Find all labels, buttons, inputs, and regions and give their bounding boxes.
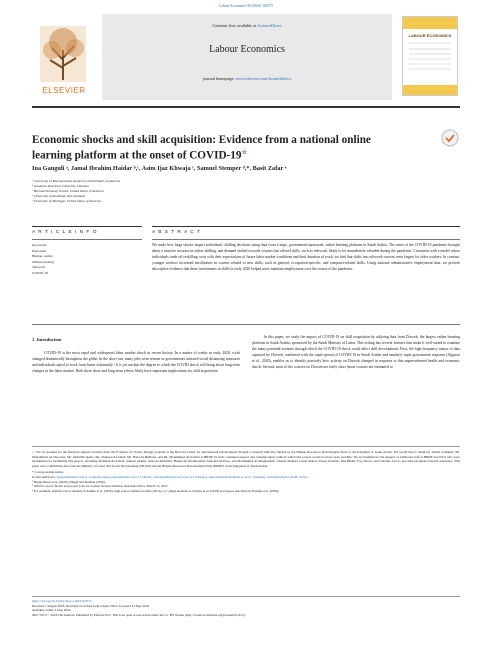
check-for-updates-icon[interactable] bbox=[440, 128, 460, 148]
header-rule bbox=[32, 106, 460, 108]
elsevier-logo bbox=[32, 20, 94, 100]
intro-heading: 1. Introduction bbox=[32, 337, 62, 342]
affiliation: ᵈ University of Auckland, New Zealand bbox=[32, 193, 85, 198]
footnote-rule bbox=[32, 446, 460, 447]
journal-banner bbox=[102, 14, 392, 100]
homepage-link[interactable]: www.elsevier.com/locate/labeco bbox=[235, 76, 292, 81]
author-emails[interactable]: iganguli@umass.edu (I. Ganguli), haidar.jamal@gmail.com (J.I. Haidar), khwaja@hks.harvard.edu (A.I. Khwaja), sam.stemper@auckland.ac.nz (S. Stemper), basitak@gmail.com (B. Zafar). bbox=[56, 474, 309, 479]
article-footer bbox=[32, 599, 472, 617]
journal-reference[interactable]: Labour Economics 90 (2024) 102575 bbox=[219, 4, 273, 8]
intro-right-column: In this paper, we study the impact of COVID-19 on skill acquisition by utilizing data from Doroob, the largest online learning platform in Saudi Arabia, sponsored by the Saudi Ministry of Labor. This setting has several features that make it well-suited to examine the many potential avenues through which the COVID-19 shock could affect skill development. First, the high-frequency nature of data captured by Doroob, combined with the rapid spread of COVID-19 in Saudi Arabia and similarly rapid government response (Algaissi et al., 2020), enables us to identify precisely how activity on Doroob changed in response to this unprecedented health and economic shock. Second, most of the courses on Doroob are fairly short (most courses are estimated to bbox=[252, 335, 460, 370]
keyword: Telework bbox=[32, 265, 46, 270]
doi-link[interactable]: https://doi.org/10.1016/j.labeco.2024.102575 bbox=[32, 599, 92, 603]
footnotes bbox=[32, 450, 460, 493]
footer-rule bbox=[32, 596, 460, 597]
intro-left-column: COVID-19 is the most rapid and widespread labor market shock in recent history. In a matter of weeks in early 2020, work changed dramatically throughout the globe. In the short-run, many jobs went remote as governments initiated social distancing measures and individuals opted to work from home voluntarily.¹ It is yet unclear the degree to which the COVID shock will bring about long-term changes in the labor market. Both these short and long-term effects likely have important implications for skill acquisition. bbox=[32, 351, 240, 374]
keyword: COVID-19 bbox=[32, 270, 48, 275]
abstract-text: We study how large shocks impact individuals' skilling decisions using data from a large, government-sponsored, online learning platform in Saudi Arabia. The onset of the COVID-19 pandemic brought about a massive increase in online skilling, and demand shifted towards courses that offered skills, such as telework, likely to be immediately valuable during the pandemic. Consistent with a model where individuals trade off reskilling costs with their expectations of future labor market conditions and their duration of work, we find that shifts into telework courses were largest for older workers. In contrast, younger workers increased enrollments in courses related to new skills, such as general, occupation-specific, and computer-related skills. Using national administrative employment data, we provide descriptive evidence that these investments in skills in early 2020 helped users maintain employment over the course of the pandemic. bbox=[152, 243, 460, 271]
footnote-3: ³ For example, middle school students in Ashiku et al. (2020), high school students in Aiko (2014), or college students in Charles et al. (2018) and papers described in Patnaik et al. (2020). bbox=[32, 488, 280, 493]
abstract-rule bbox=[152, 226, 460, 227]
keyword: Human capital bbox=[32, 254, 53, 259]
affiliation: ᵉ University of Michigan, United States of America bbox=[32, 198, 101, 203]
sciencedirect-link[interactable]: ScienceDirect bbox=[257, 23, 282, 28]
title-line-2: learning platform at the onset of COVID-19 bbox=[32, 149, 242, 162]
emails-label: E-mail addresses: bbox=[32, 474, 57, 479]
title-line-1: Economic shocks and skill acquisition: Evidence from a national online bbox=[32, 134, 371, 146]
author-list: Ina Ganguli ᵃ, Jamal Ibrahim Haidar ᵇ,ᶜ, Asim Ijaz Khwaja ᶜ, Samuel Stemper ᵈ,*, Basit Zafar ᵉ bbox=[32, 165, 287, 172]
contents-text: Contents lists available at bbox=[212, 23, 258, 28]
journal-header bbox=[32, 14, 460, 104]
keyword: Online learning bbox=[32, 259, 54, 264]
keywords-label: Keywords: bbox=[32, 243, 48, 247]
keyword: Education bbox=[32, 248, 47, 253]
abstract-bottom-rule bbox=[32, 324, 460, 325]
received-dates: Received 7 August 2023; Received in revised form 4 April 2024; Accepted 23 May 2024 bbox=[32, 603, 150, 608]
title-footnote-mark[interactable]: ☆ bbox=[241, 150, 247, 156]
abstract-subrule bbox=[152, 239, 460, 240]
footnote-2: ² Small to boost 'decent and proper' jobs for women and the disabled, Alarabiya News, March 15, 2017. bbox=[32, 484, 169, 489]
affiliation: ᵃ University of Massachusetts Amherst, United States of America bbox=[32, 179, 121, 183]
cover-title: LABOUR ECONOMICS bbox=[408, 33, 452, 38]
journal-cover-thumbnail bbox=[402, 16, 458, 96]
affiliations bbox=[32, 179, 332, 204]
article-info-subrule bbox=[32, 239, 142, 240]
article-title bbox=[32, 134, 412, 163]
article-info-rule bbox=[32, 226, 142, 227]
elsevier-wordmark: ELSEVIER bbox=[42, 86, 86, 95]
acknowledgement-footnote: ☆ We are grateful for the financial support awarded from the Evidence for Policy Design program at the Harvard Center for International Development through a research initiative funded by the Human Resources Development Fund of the Kingdom of Saudi Arabia. We would like to thank Dr. Jomah al-Hamzi, Mr. Mohammed Al-Showaier, Mr. Abdullah Quaiz, Ms. Shaheen Al-Zahdi, Mr. Hana Al-Belihees, and Mr. Mohammed Al-Sulami at HRDF for their continued support and valuable input, without which this project would not have been possible. We are thankful for the support of additional staff at HRDF and NLO who were instrumental in facilitating this project, including Abdullah Al-Sabaai, Sameer Alamri, Anas Al-Khuzaiki, Hadeel Al-Abdulwahed, Alanoud Al-Dosa, and Mohammed Al-Moghaisheb. Ghaida Alamari, Luma Akkad, Yasera Kashlan, Isha Bhatti, Foy Terrett, and Gabriela Lecaro provided excellent research assistance. This paper uses confidential data from the Ministry of Labor and Social Development (MLSD) and the Human Resources Development Fund (HRDF) of the Kingdom of Saudi Arabia. bbox=[32, 450, 460, 468]
article-info-heading: A R T I C L E I N F O bbox=[32, 230, 98, 235]
keywords-block bbox=[32, 243, 142, 277]
homepage-text: journal homepage: bbox=[202, 76, 236, 81]
license-text: 0927-5371/© 2024 The Authors. Published by Elsevier B.V. This is an open access article under the CC BY license (http://creativecommons.org/licenses/by/4.0/). bbox=[32, 612, 246, 617]
journal-name: Labour Economics bbox=[209, 44, 285, 55]
available-online: Available online 3 June 2024 bbox=[32, 608, 71, 613]
abstract-heading: A B S T R A C T bbox=[152, 230, 201, 235]
affiliation: ᶜ Harvard Kennedy School, United States of America bbox=[32, 188, 104, 193]
affiliation: ᵇ Lebanese American University, Lebanon bbox=[32, 183, 89, 188]
corresponding-author-note: * Corresponding author. bbox=[32, 470, 64, 475]
footnote-1: ¹ Brynjolfsson et al. (2020), Dingel and Neiman (2020). bbox=[32, 479, 106, 484]
